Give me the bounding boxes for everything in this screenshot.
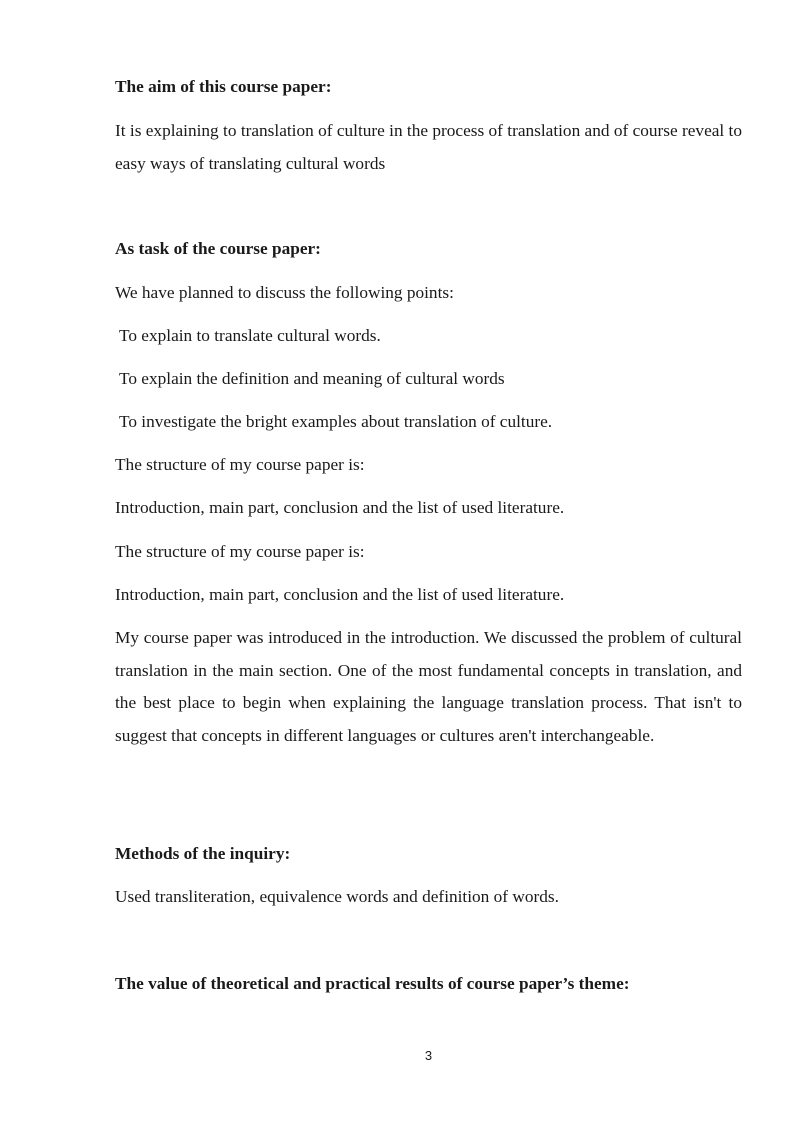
aim-heading: The aim of this course paper: bbox=[115, 77, 332, 96]
methods-heading: Methods of the inquiry: bbox=[115, 844, 291, 863]
page-number: 3 bbox=[424, 1048, 433, 1063]
task-point-1: To explain to translate cultural words. bbox=[119, 326, 381, 345]
summary-paragraph: My course paper was introduced in the introduction. We discussed the problem of cultural translation in the main section. One of the most fundamental concepts in translation, and the best place to begin when explaining the language translation process. That isn't to suggest that concepts in different languages or cultures aren't interchangeable. bbox=[115, 628, 742, 745]
aim-paragraph: It is explaining to translation of culture in the process of translation and of course reveal to easy ways of translating cultural words bbox=[115, 121, 742, 173]
structure-label-2: The structure of my course paper is: bbox=[115, 542, 365, 561]
structure-text-2: Introduction, main part, conclusion and the list of used literature. bbox=[115, 585, 565, 604]
task-point-3: To investigate the bright examples about translation of culture. bbox=[119, 412, 553, 431]
methods-paragraph: Used transliteration, equivalence words and definition of words. bbox=[115, 887, 559, 906]
task-point-2: To explain the definition and meaning of cultural words bbox=[119, 369, 505, 388]
structure-text-1: Introduction, main part, conclusion and the list of used literature. bbox=[115, 498, 565, 517]
structure-label-1: The structure of my course paper is: bbox=[115, 455, 365, 474]
task-heading: As task of the course paper: bbox=[115, 239, 321, 258]
value-heading: The value of theoretical and practical results of course paper’s theme: bbox=[115, 974, 630, 993]
task-intro: We have planned to discuss the following points: bbox=[115, 283, 454, 302]
